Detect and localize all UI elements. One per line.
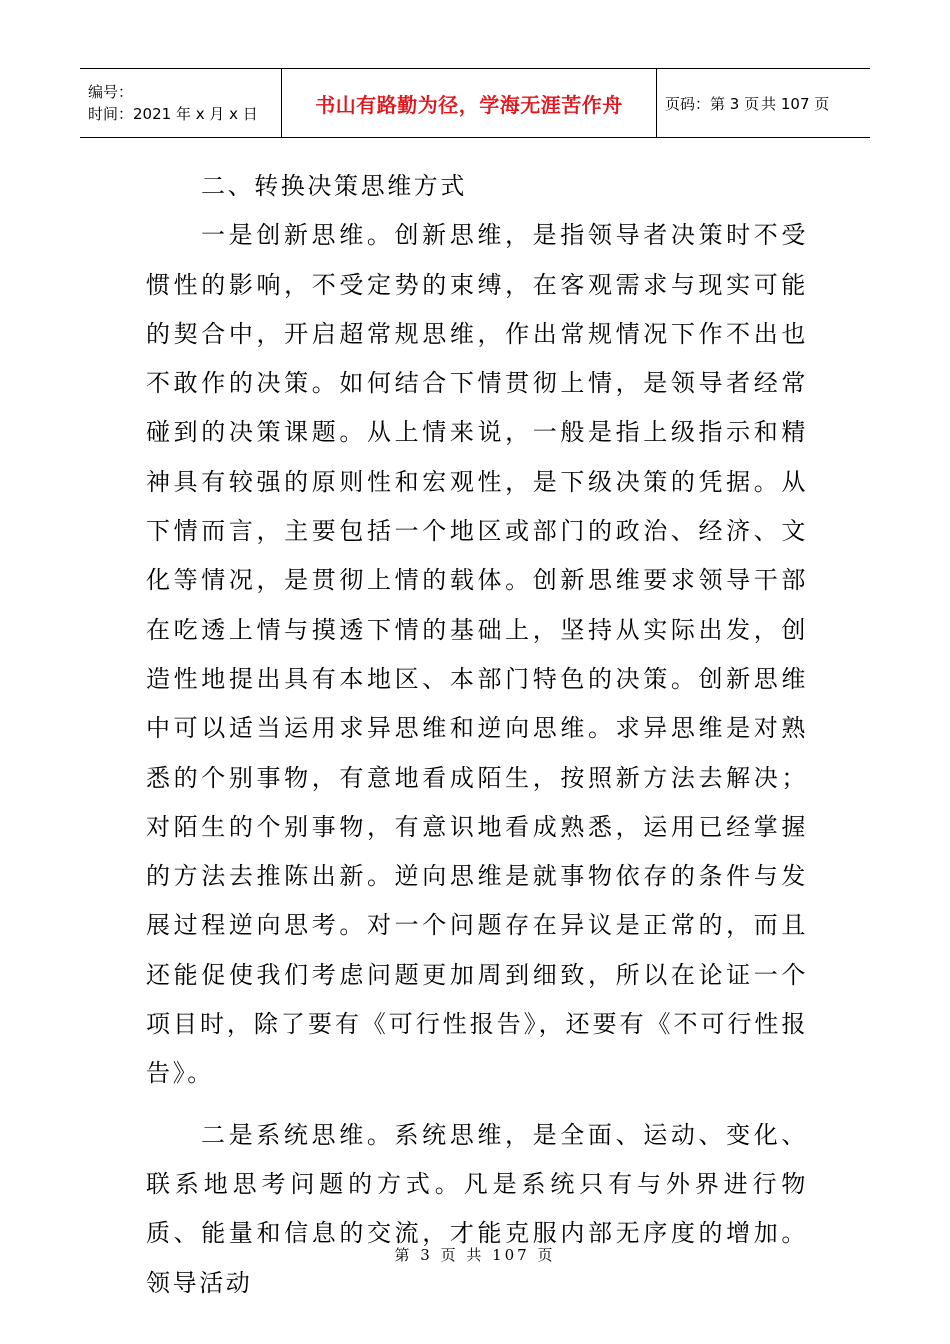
header-page-info bbox=[657, 69, 870, 137]
page-header bbox=[80, 68, 870, 138]
header-motto: 书山有路勤为径，学海无涯苦作舟 bbox=[282, 69, 657, 137]
page-footer: 第 3 页 共 107 页 bbox=[394, 1246, 556, 1264]
paragraph-innovative-thinking: 一是创新思维。创新思维，是指领导者决策时不受惯性的影响，不受定势的束缚，在客观需求与现实可能的契合中，开启超常规思维，作出常规情况下作不出也不敢作的决策。如何结合下情贯彻上情，是领导者经常碰到的决策课题。从上情来说，一般是指上级指示和精神具有较强的原则性和宏观性，是下级决策的凭据。从下情而言，主要包括一个地区或部门的政治、经济、文化等情况，是贯彻上情的载体。创新思维要求领导干部在吃透上情与摸透下情的基础上，坚持从实际出发，创造性地提出具有本地区、本部门特色的决策。创新思维中可以适当运用求异思维和逆向思维。求异思维是对熟悉的个别事物，有意地看成陌生，按照新方法去解决；对陌生的个别事物，有意识地看成熟悉，运用已经掌握的方法去推陈出新。逆向思维是就事物依存的条件与发展过程逆向思考。对一个问题存在异议是正常的，而且还能促使我们考虑问题更加周到细致，所以在论证一个项目时，除了要有《可行性报告》，还要有《不可行性报告》。 bbox=[146, 221, 808, 1088]
header-meta bbox=[80, 69, 282, 137]
document-body bbox=[146, 162, 808, 1308]
section-heading: 二、转换决策思维方式 bbox=[201, 172, 467, 200]
document-date: 时间：2021 年 x 月 x 日 bbox=[88, 105, 258, 123]
header-total-pages: 共 107 页 bbox=[761, 94, 830, 113]
paragraph-systems-thinking: 二是系统思维。系统思维，是全面、运动、变化、联系地思考问题的方式。凡是系统只有与外界进行物质、能量和信息的交流，才能克服内部无序度的增加。领导活动 bbox=[146, 1120, 808, 1297]
document-number: 编号： bbox=[88, 83, 134, 101]
header-page-number: 页码：第 3 页 bbox=[665, 94, 760, 113]
